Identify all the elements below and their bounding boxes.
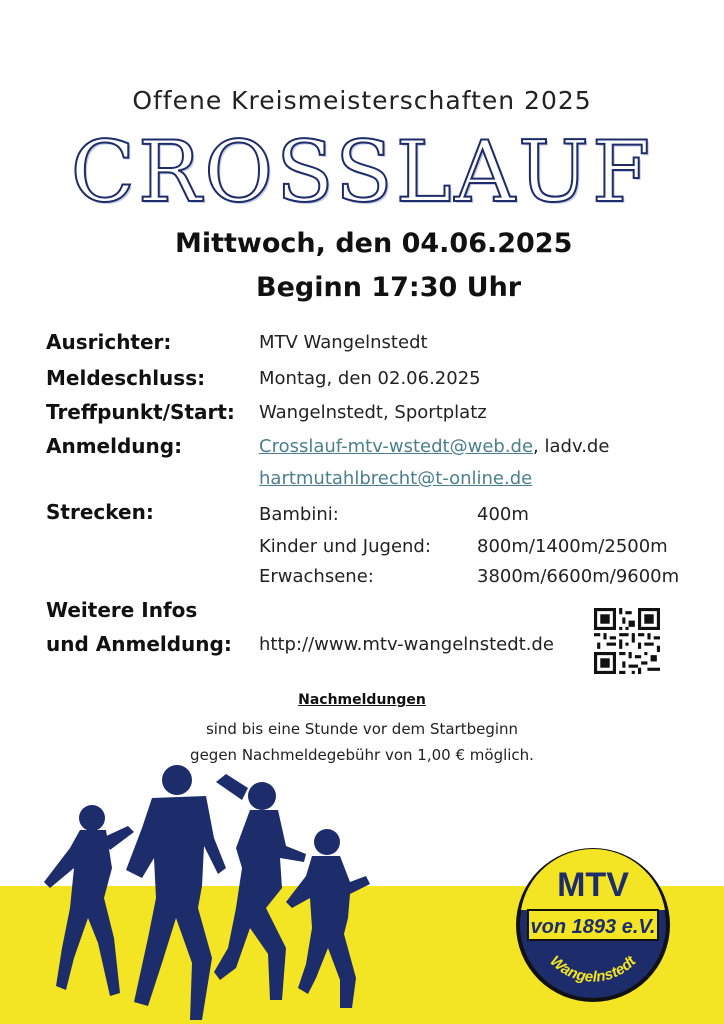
weitere-infos-label: Weitere Infos [46, 598, 198, 622]
event-date: Mittwoch, den 04.06.2025 [175, 228, 573, 259]
runners-silhouette-icon [30, 758, 380, 1024]
nachmeldungen-line-2: gegen Nachmeldegebühr von 1,00 € möglich. [190, 746, 534, 764]
strecken-group-erwachsene: Erwachsene: [259, 566, 374, 587]
anmeldung-separator: , ladv.de [533, 436, 610, 457]
mtv-logo [514, 846, 672, 1004]
event-time: Beginn 17:30 Uhr [256, 272, 522, 303]
treffpunkt-label: Treffpunkt/Start: [46, 400, 235, 424]
strecken-distance-bambini: 400m [477, 504, 529, 525]
ausrichter-label: Ausrichter: [46, 330, 172, 354]
event-title: CROSSLAUF [70, 123, 654, 221]
anmeldung-value-2 [259, 468, 532, 489]
qr-code-icon[interactable] [594, 608, 660, 674]
strecken-distance-jugend: 800m/1400m/2500m [477, 536, 668, 557]
strecken-group-jugend: Kinder und Jugend: [259, 536, 431, 557]
anmeldung-label: Anmeldung: [46, 434, 183, 458]
logo-name: MTV [557, 866, 629, 904]
meldeschluss-label: Meldeschluss: [46, 366, 206, 390]
logo-founded: von 1893 e.V. [530, 916, 656, 938]
website-link[interactable]: http://www.mtv-wangelnstedt.de [259, 634, 554, 655]
anmeldung-value [259, 436, 609, 457]
meldeschluss-value: Montag, den 02.06.2025 [259, 368, 481, 389]
strecken-label: Strecken: [46, 500, 154, 524]
anmeldung-email-link[interactable]: Crosslauf-mtv-wstedt@web.de [259, 436, 534, 457]
nachmeldungen-title: Nachmeldungen [298, 692, 426, 708]
logo-place: Wangelnstedt [546, 952, 640, 986]
nachmeldungen-line-1: sind bis eine Stunde vor dem Startbeginn [205, 720, 519, 738]
strecken-group-bambini: Bambini: [259, 504, 339, 525]
strecken-distance-erwachsene: 3800m/6600m/9600m [477, 566, 680, 587]
ausrichter-value: MTV Wangelnstedt [259, 332, 428, 353]
event-subtitle: Offene Kreismeisterschaften 2025 [132, 86, 592, 115]
anmeldung-email2-link[interactable]: hartmutahlbrecht@t-online.de [259, 468, 533, 489]
treffpunkt-value: Wangelnstedt, Sportplatz [259, 402, 487, 423]
weitere-infos-label-2: und Anmeldung: [46, 632, 232, 656]
